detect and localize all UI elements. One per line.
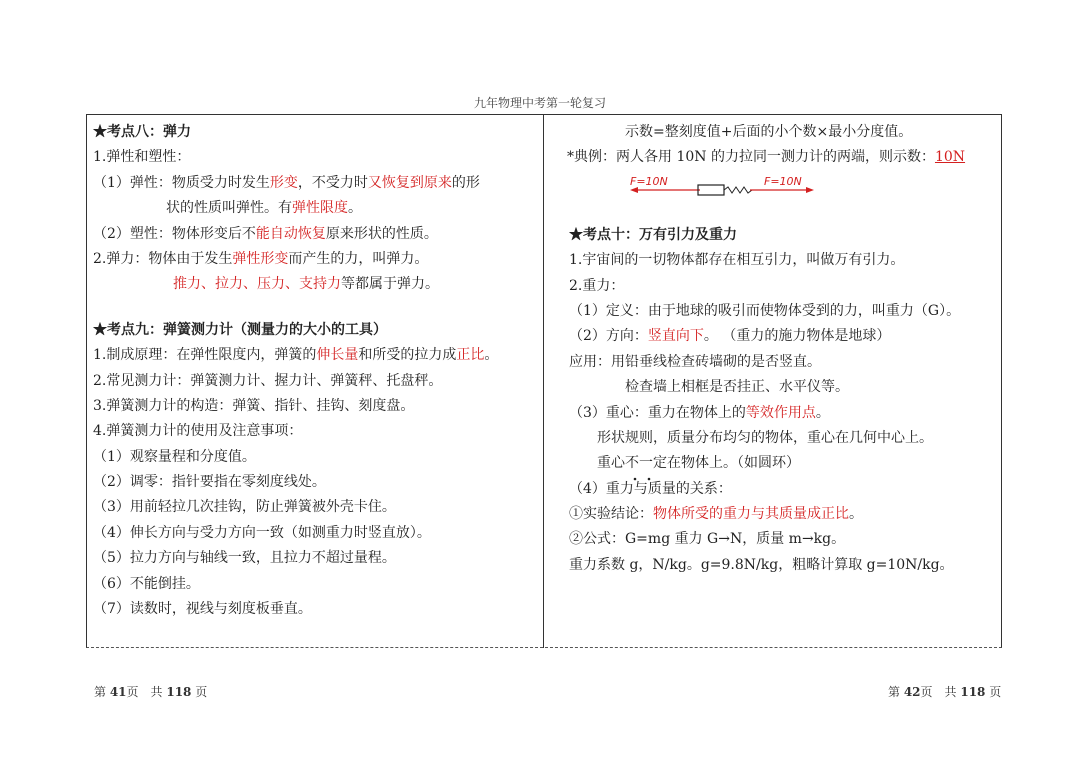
key-term: 物体所受的重力与其质量成正比 xyxy=(653,506,849,523)
column-divider xyxy=(543,114,544,648)
text-line: ②公式：G=mg 重力 G→N，质量 m→kg。 xyxy=(569,531,846,548)
text-line: 示数=整刻度值+后面的小个数×最小分度值。 xyxy=(625,124,913,140)
text-line: （5）拉力方向与轴线一致，且拉力不超过量程。 xyxy=(93,550,396,567)
text-line: （2）塑性：物体形变后不能自动恢复原来形状的性质。 xyxy=(93,225,438,242)
key-term: 弹性形变 xyxy=(232,250,289,267)
text-line: （4）伸长方向与受力方向一致（如测重力时竖直放）。 xyxy=(93,524,431,541)
text-line: 1.制成原理：在弹性限度内，弹簧的伸长量和所受的拉力成正比。 xyxy=(93,347,499,364)
section-title-elasticity: ★考点八：弹力 xyxy=(93,124,191,140)
text-line: （7）读数时，视线与刻度板垂直。 xyxy=(93,601,312,618)
text-line: 3.弹簧测力计的构造：弹簧、指针、挂钩、刻度盘。 xyxy=(93,397,415,414)
text-line: 2.常见测力计：弹簧测力计、握力计、弹簧秤、托盘秤。 xyxy=(93,372,443,389)
text-line: （2）调零：指针要指在零刻度线处。 xyxy=(93,474,326,491)
sketch-force-label-left: F=10N xyxy=(630,175,668,188)
emphasis-dots xyxy=(628,475,658,483)
key-term: 能自动恢复 xyxy=(255,225,326,242)
text-line: 4.弹簧测力计的使用及注意事项： xyxy=(93,423,303,440)
answer-value: 10N xyxy=(934,149,966,166)
key-term: 形变 xyxy=(269,174,298,191)
text-line: 应用：用铅垂线检查砖墙砌的是否竖直。 xyxy=(569,353,821,370)
text-line: （1）弹性：物质受力时发生形变，不受力时又恢复到原来的形 xyxy=(93,174,480,191)
text-line: 推力、拉力、压力、支持力等都属于弹力。 xyxy=(173,276,439,293)
text-line: （3）重心：重力在物体上的等效作用点。 xyxy=(569,404,830,421)
key-term: 弹性限度 xyxy=(292,200,348,217)
text-line: （1）观察量程和分度值。 xyxy=(93,448,256,465)
text-line: 状的性质叫弹性。有弹性限度。 xyxy=(166,200,362,217)
page-header: 九年物理中考第一轮复习 xyxy=(473,96,606,110)
key-term: 推力、拉力、压力、支持力 xyxy=(173,276,341,293)
text-line: （4）重力与质量的关系： xyxy=(569,480,732,497)
key-term: 又恢复到原来 xyxy=(367,174,452,191)
key-term: 正比 xyxy=(456,347,485,364)
text-line: 2.重力： xyxy=(569,277,625,294)
text-line: *典例：两人各用 10N 的力拉同一测力计的两端，则示数：10N xyxy=(567,149,966,166)
text-line: 重心不一定在物体上。（如圆环） xyxy=(597,455,800,472)
text-line: 检查墙上相框是否挂正、水平仪等。 xyxy=(625,379,849,396)
text-line: ①实验结论：物体所受的重力与其质量成正比。 xyxy=(569,506,863,523)
text-line: 1.弹性和塑性： xyxy=(93,149,191,166)
text-line: （2）方向：竖直向下。 （重力的施力物体是地球） xyxy=(569,328,891,345)
text-line: 1.宇宙间的一切物体都存在相互引力，叫做万有引力。 xyxy=(569,252,905,269)
text-line: （1）定义：由于地球的吸引而使物体受到的力，叫重力（G）。 xyxy=(569,302,961,319)
page-footer-right: 第 42页 共 118 页 xyxy=(888,685,1002,699)
page-footer-left: 第 41页 共 118 页 xyxy=(94,685,208,699)
left-column xyxy=(93,120,533,622)
section-title-gravity: ★考点十：万有引力及重力 xyxy=(569,226,737,243)
text-line: 2.弹力：物体由于发生弹性形变而产生的力，叫弹力。 xyxy=(93,250,429,267)
key-term: 等效作用点 xyxy=(745,404,816,421)
key-term: 伸长量 xyxy=(316,347,359,364)
spring-scale-sketch xyxy=(630,172,820,202)
text-line: 形状规则，质量分布均匀的物体，重心在几何中心上。 xyxy=(597,429,933,446)
text-line: 重力系数 g，N/kg。g=9.8N/kg，粗略计算取 g=10N/kg。 xyxy=(569,556,954,573)
text-line: （6）不能倒挂。 xyxy=(93,575,200,592)
section-title-spring-scale: ★考点九：弹簧测力计（测量力的大小的工具） xyxy=(93,321,387,338)
key-term: 竖直向下 xyxy=(647,328,704,345)
sketch-force-label-right: F=10N xyxy=(764,175,802,188)
text-line: （3）用前轻拉几次挂钩，防止弹簧被外壳卡住。 xyxy=(93,499,396,516)
